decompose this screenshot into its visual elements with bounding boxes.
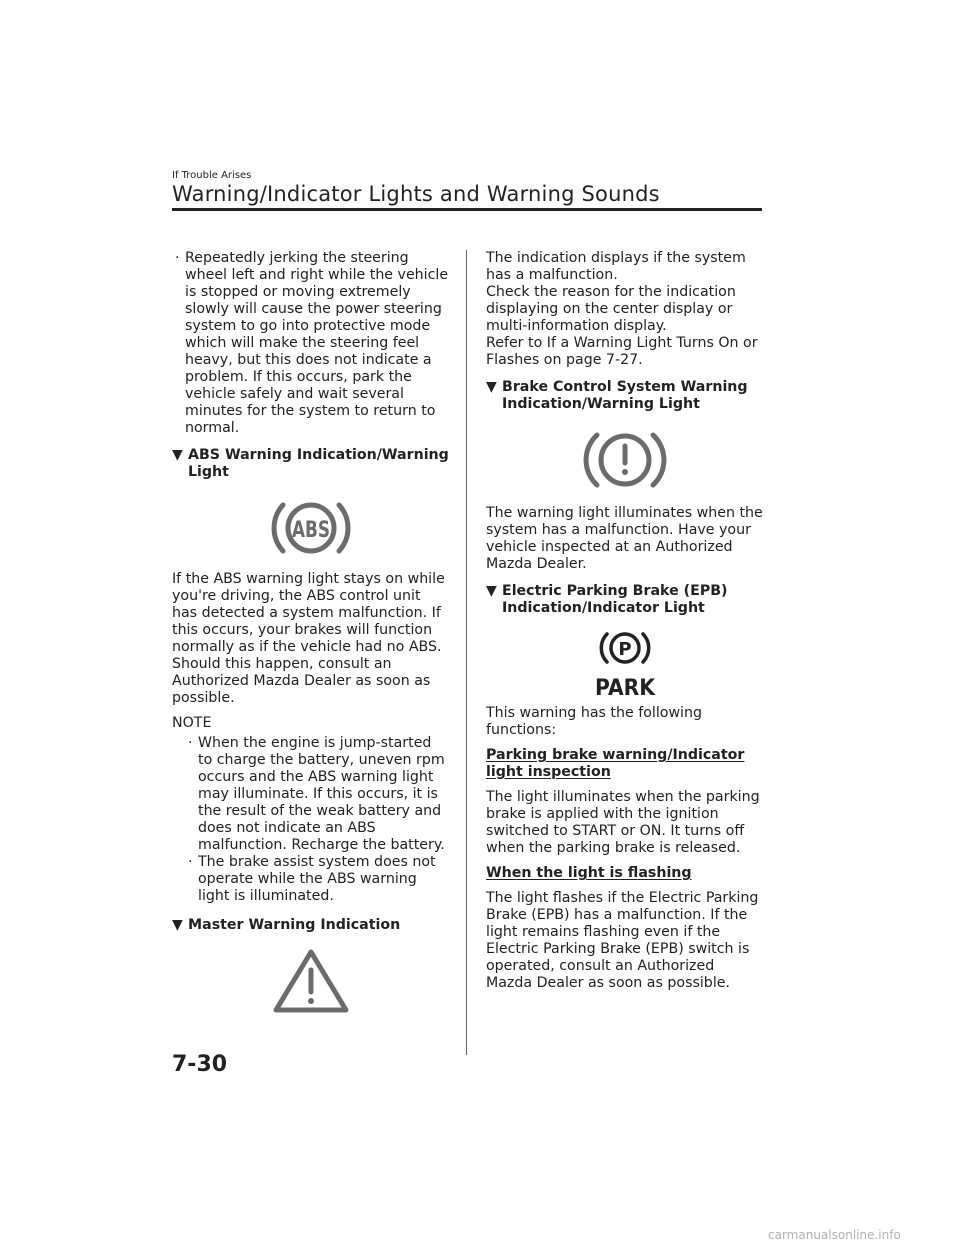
master-heading-text: Master Warning Indication <box>188 917 401 933</box>
epb-icon-wrap <box>486 629 764 699</box>
note-bullet-brake-assist: · The brake assist system does not operate while the ABS warning light is illuminated. <box>185 854 450 905</box>
inspection-body: The light illuminates when the parking brake is applied with the ignition switched to START or ON. It turns off when the parking brake is released. <box>486 789 760 856</box>
note-bullets <box>185 735 450 905</box>
abs-heading <box>172 447 450 481</box>
steering-bullet: · Repeatedly jerking the steering wheel left and right while the vehicle is stopped or moving extremely slowly will cause the power steering system to go into protective mode which will make the steering feel heavy, but this does not indicate a problem. If this occurs, park the vehicle safely and wait several minutes for the system to return to normal. <box>172 250 450 437</box>
note-label: NOTE <box>172 715 212 731</box>
triangle-down-icon: ▼ <box>486 379 497 395</box>
epb-intro: This warning has the following functions: <box>486 705 702 738</box>
left-column <box>172 250 450 1014</box>
triangle-down-icon: ▼ <box>486 583 497 599</box>
master-body-3: Refer to If a Warning Light Turns On or Flashes on page 7-27. <box>486 335 758 368</box>
epb-icon-p: P <box>618 639 632 660</box>
brake-warning-icon <box>583 425 667 495</box>
section-label: If Trouble Arises <box>172 170 252 181</box>
triangle-down-icon: ▼ <box>172 447 183 463</box>
watermark: carmanualsonline.info <box>768 1228 901 1242</box>
master-warning-icon <box>271 946 351 1014</box>
abs-warning-icon <box>266 497 356 559</box>
triangle-down-icon: ▼ <box>172 917 183 933</box>
epb-icon-park: PARK <box>595 676 656 699</box>
brake-heading <box>486 379 764 413</box>
page-title: Warning/Indicator Lights and Warning Sounds <box>172 182 660 206</box>
inspection-heading: Parking brake warning/Indicator light inspection <box>486 747 745 780</box>
header-rule <box>172 208 762 211</box>
master-icon-wrap <box>172 946 450 1014</box>
parking-brake-icon <box>590 629 660 699</box>
note-bullet-jump-start: · When the engine is jump-started to charge the battery, uneven rpm occurs and the ABS warning light may illuminate. If this occurs, it is the result of the weak battery and does not indicate an ABS malfunction. Recharge the battery. <box>185 735 450 854</box>
page-number: 7-30 <box>172 1052 228 1077</box>
right-column <box>486 250 764 992</box>
column-divider <box>466 250 467 1055</box>
flashing-body: The light flashes if the Electric Parking Brake (EPB) has a malfunction. If the light remains flashing even if the Electric Parking Brake (EPB) switch is operated, consult an Authorized Mazda Dealer as soon as possible. <box>486 890 759 991</box>
brake-body: The warning light illuminates when the system has a malfunction. Have your vehicle inspected at an Authorized Mazda Dealer. <box>486 505 763 572</box>
abs-icon-wrap <box>172 497 450 559</box>
epb-heading-text: Electric Parking Brake (EPB) Indication/Indicator Light <box>502 583 728 616</box>
master-body-1: The indication displays if the system has a malfunction. <box>486 250 746 283</box>
master-heading <box>172 917 450 934</box>
abs-body: If the ABS warning light stays on while you're driving, the ABS control unit has detected a system malfunction. If this occurs, your brakes will function normally as if the vehicle had no ABS. Should this happen, consult an Authorized Mazda Dealer as soon as possible. <box>172 571 445 706</box>
brake-heading-text: Brake Control System Warning Indication/Warning Light <box>502 379 748 412</box>
abs-icon-label: ABS <box>292 518 330 543</box>
epb-heading <box>486 583 764 617</box>
master-body-2: Check the reason for the indication displaying on the center display or multi-information display. <box>486 284 736 334</box>
abs-heading-text: ABS Warning Indication/Warning Light <box>188 447 449 480</box>
brake-icon-wrap <box>486 425 764 495</box>
flashing-heading: When the light is flashing <box>486 865 692 881</box>
